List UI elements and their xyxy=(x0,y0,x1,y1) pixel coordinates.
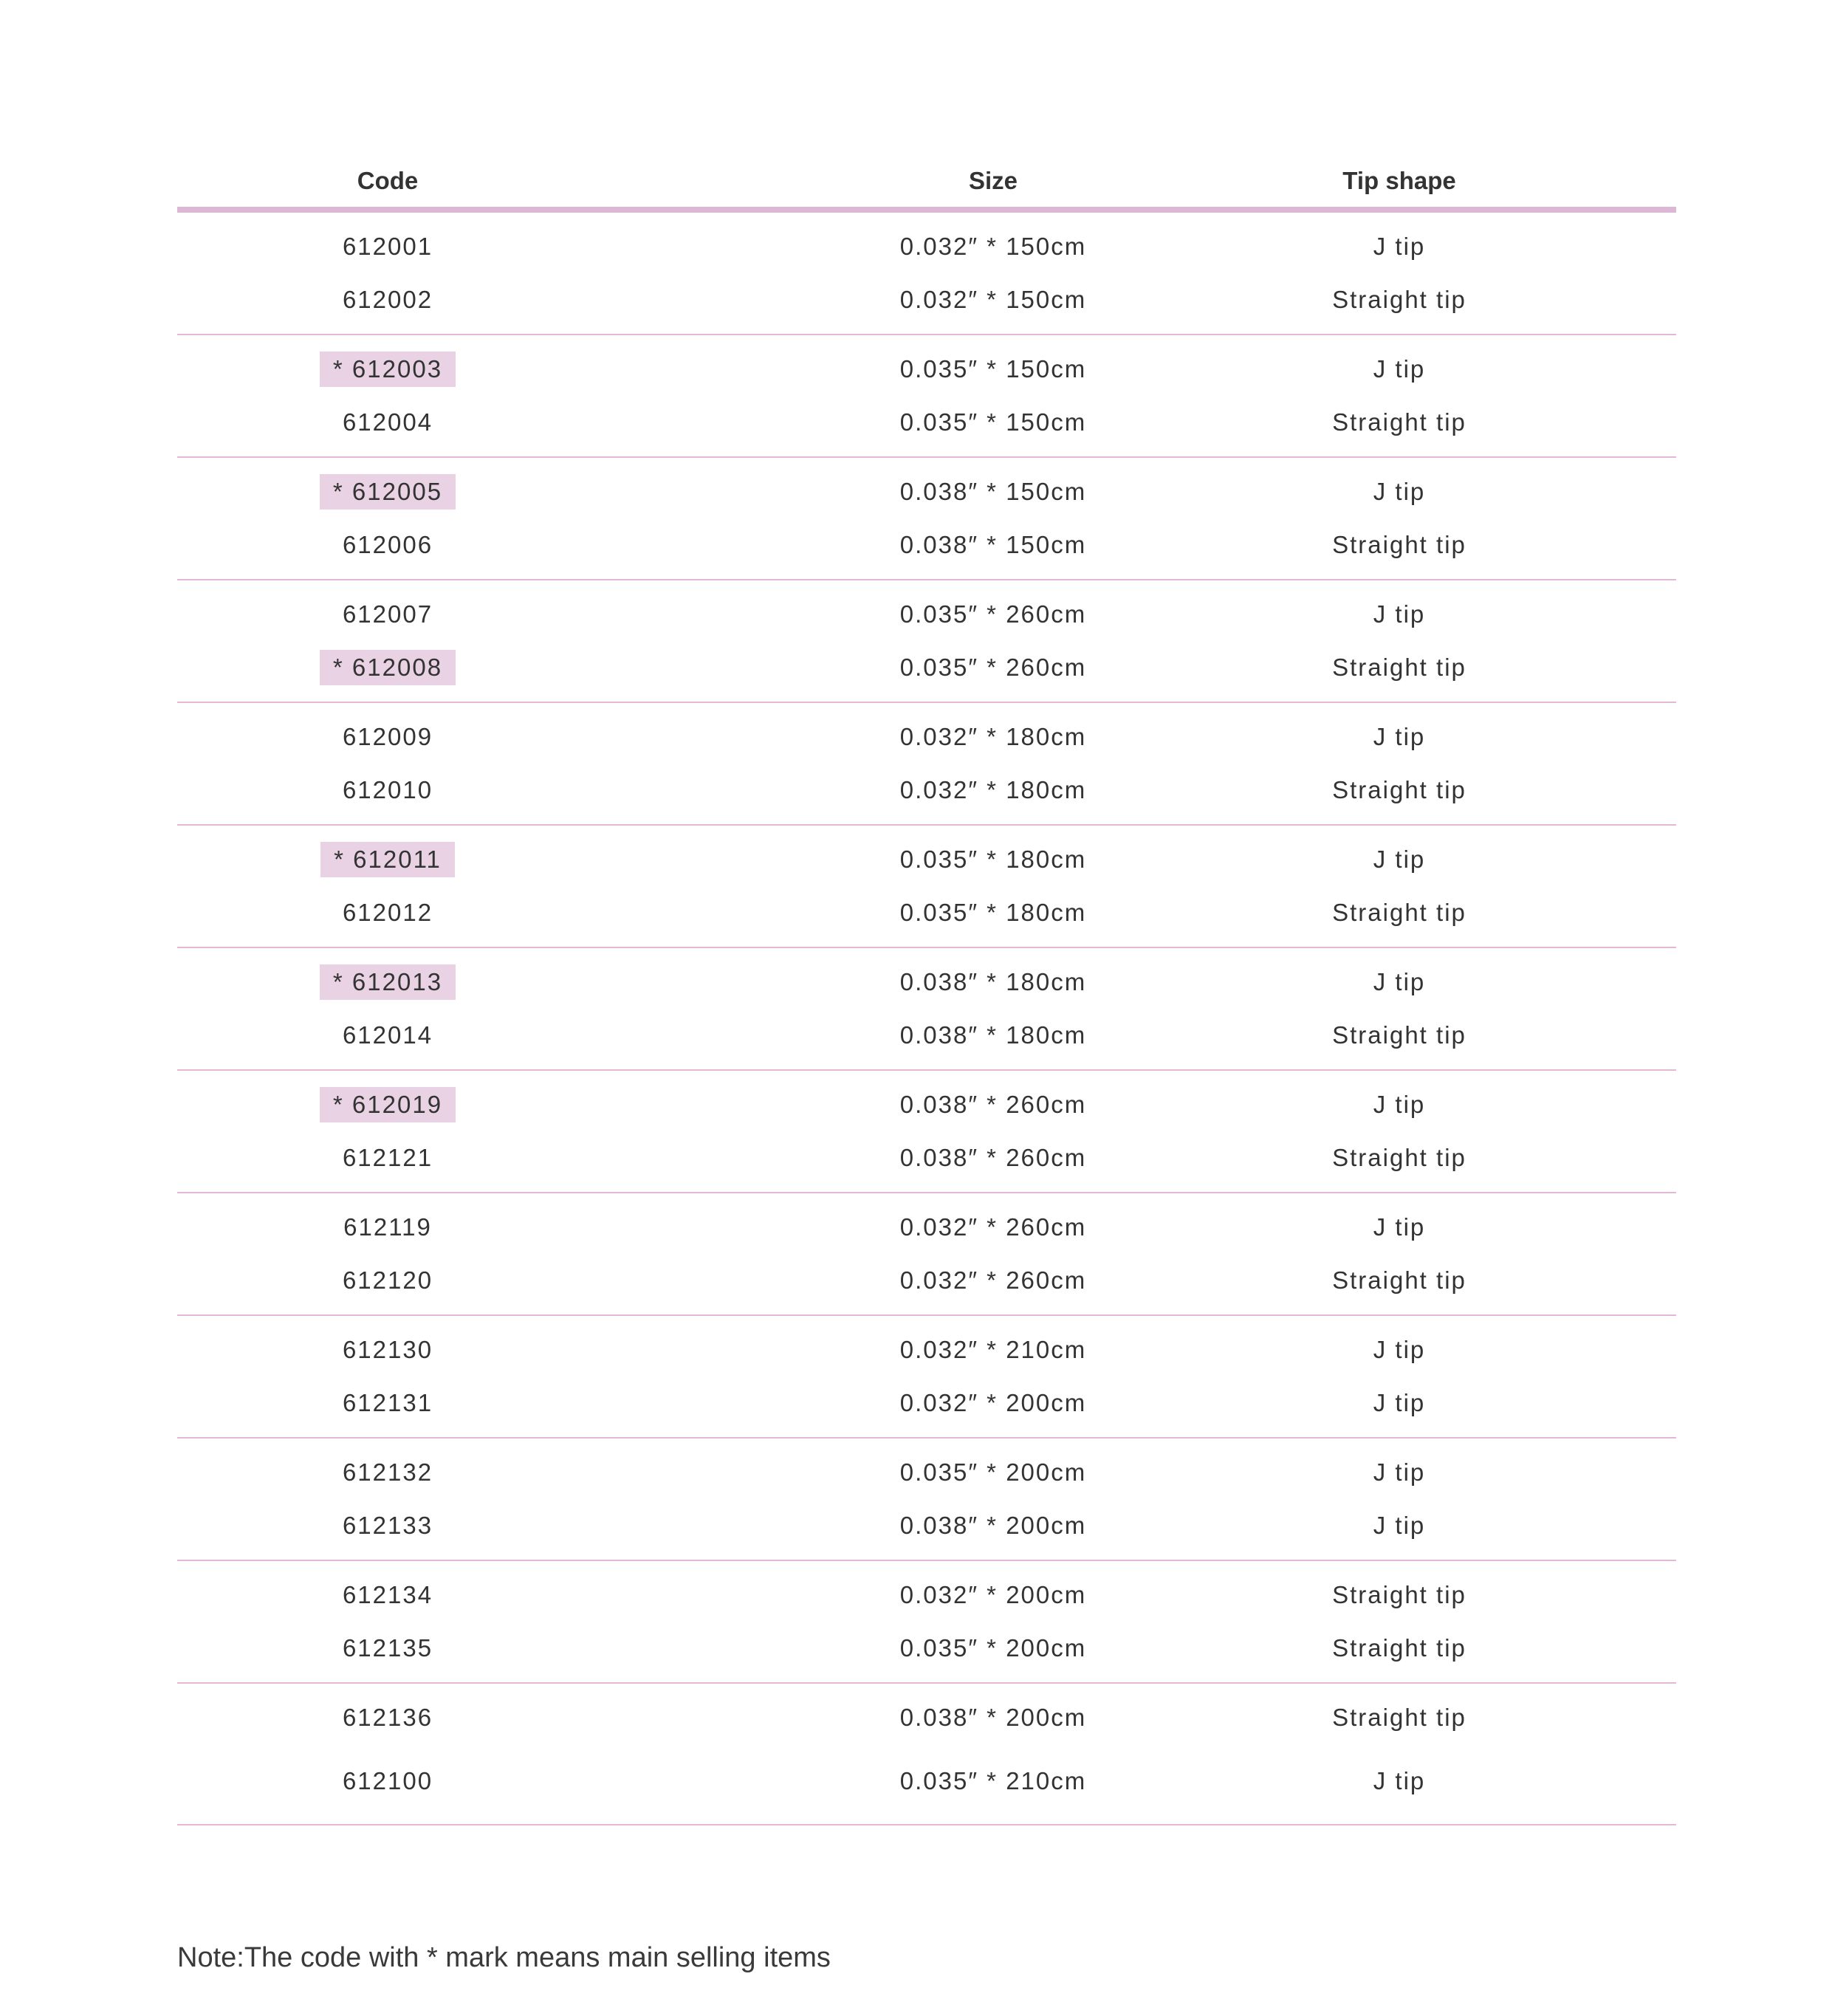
size-cell: 0.035″ * 150cm xyxy=(899,355,1087,383)
code-cell xyxy=(177,1622,598,1675)
tip-shape-cell: Straight tip xyxy=(1332,1581,1466,1608)
size-cell: 0.032″ * 150cm xyxy=(899,233,1087,260)
table-row-group xyxy=(177,1316,1676,1439)
table-row xyxy=(177,833,1676,886)
table-row xyxy=(177,1622,1676,1675)
product-code: 612133 xyxy=(342,1512,433,1539)
product-code: 612130 xyxy=(342,1336,433,1363)
product-code: 612132 xyxy=(342,1458,433,1486)
tip-shape-cell: J tip xyxy=(1373,600,1426,628)
size-cell: 0.032″ * 210cm xyxy=(899,1336,1087,1363)
main-selling-code: * 612005 xyxy=(320,474,456,510)
size-cell: 0.035″ * 200cm xyxy=(899,1634,1087,1662)
tip-shape-cell: J tip xyxy=(1373,723,1426,750)
tip-shape-cell: J tip xyxy=(1373,1767,1426,1794)
table-row-group xyxy=(177,703,1676,826)
product-code: 612120 xyxy=(342,1266,433,1294)
size-cell: 0.035″ * 180cm xyxy=(899,899,1087,926)
table-row xyxy=(177,1201,1676,1254)
code-cell xyxy=(177,588,598,641)
product-code: 612009 xyxy=(342,723,433,750)
size-cell: 0.035″ * 180cm xyxy=(899,846,1087,873)
table-row-group xyxy=(177,1439,1676,1561)
table-row xyxy=(177,1376,1676,1430)
tip-shape-cell: Straight tip xyxy=(1332,776,1466,803)
size-cell: 0.032″ * 180cm xyxy=(899,723,1087,750)
table-row xyxy=(177,1009,1676,1062)
product-code: 612002 xyxy=(342,286,433,313)
product-code: 612014 xyxy=(342,1021,433,1049)
table-row xyxy=(177,1499,1676,1552)
product-code: 612004 xyxy=(342,408,433,436)
product-code: 612010 xyxy=(342,776,433,803)
code-cell xyxy=(177,641,598,694)
tip-shape-cell: Straight tip xyxy=(1332,1634,1466,1662)
code-cell xyxy=(177,1691,598,1744)
table-row-group xyxy=(177,1071,1676,1193)
table-row xyxy=(177,273,1676,326)
code-cell xyxy=(177,886,598,939)
size-cell: 0.038″ * 150cm xyxy=(899,478,1087,505)
table-row-group xyxy=(177,1561,1676,1684)
size-cell: 0.032″ * 200cm xyxy=(899,1389,1087,1416)
code-cell xyxy=(177,1568,598,1622)
product-code: 612136 xyxy=(342,1704,433,1731)
size-cell: 0.032″ * 150cm xyxy=(899,286,1087,313)
table-row xyxy=(177,1568,1676,1622)
table-row xyxy=(177,1446,1676,1499)
size-cell: 0.035″ * 260cm xyxy=(899,654,1087,681)
tip-shape-cell: J tip xyxy=(1373,1389,1426,1416)
size-cell: 0.032″ * 200cm xyxy=(899,1581,1087,1608)
code-cell xyxy=(177,833,598,886)
table-row xyxy=(177,1078,1676,1131)
code-cell xyxy=(177,764,598,817)
product-code: 612131 xyxy=(342,1389,433,1416)
table-row-group xyxy=(177,458,1676,580)
code-cell xyxy=(177,518,598,572)
table-row-group xyxy=(177,213,1676,335)
tip-shape-cell: J tip xyxy=(1373,1336,1426,1363)
product-code: 612135 xyxy=(342,1634,433,1662)
table-row-group xyxy=(177,335,1676,458)
product-code: 612119 xyxy=(343,1213,432,1241)
tip-shape-cell: Straight tip xyxy=(1332,1021,1466,1049)
main-selling-code: * 612013 xyxy=(320,964,456,1000)
code-cell xyxy=(177,465,598,518)
code-cell xyxy=(177,220,598,273)
code-cell xyxy=(177,1131,598,1184)
header-tip-shape: Tip shape xyxy=(1342,167,1456,194)
code-cell xyxy=(177,1009,598,1062)
product-code: 612100 xyxy=(342,1767,433,1794)
tip-shape-cell: Straight tip xyxy=(1332,899,1466,926)
tip-shape-cell: J tip xyxy=(1373,355,1426,383)
tip-shape-cell: Straight tip xyxy=(1332,1144,1466,1171)
table-row-group xyxy=(177,948,1676,1071)
size-cell: 0.038″ * 180cm xyxy=(899,1021,1087,1049)
table-row xyxy=(177,1691,1676,1744)
code-cell xyxy=(177,1078,598,1131)
product-code: 612121 xyxy=(342,1144,433,1171)
size-cell: 0.035″ * 260cm xyxy=(899,600,1087,628)
table-row xyxy=(177,396,1676,449)
table-row xyxy=(177,710,1676,764)
size-cell: 0.038″ * 260cm xyxy=(899,1144,1087,1171)
table-row-group xyxy=(177,1193,1676,1316)
table-row xyxy=(177,956,1676,1009)
size-cell: 0.038″ * 200cm xyxy=(899,1704,1087,1731)
header-size: Size xyxy=(968,167,1018,194)
code-cell xyxy=(177,396,598,449)
table-row xyxy=(177,1254,1676,1307)
table-row xyxy=(177,588,1676,641)
table-row xyxy=(177,641,1676,694)
product-table xyxy=(177,157,1676,1825)
tip-shape-cell: J tip xyxy=(1373,1091,1426,1118)
tip-shape-cell: Straight tip xyxy=(1332,1704,1466,1731)
tip-shape-cell: Straight tip xyxy=(1332,531,1466,558)
code-cell xyxy=(177,1499,598,1552)
code-cell xyxy=(177,343,598,396)
size-cell: 0.035″ * 150cm xyxy=(899,408,1087,436)
main-selling-code: * 612011 xyxy=(320,842,455,877)
tip-shape-cell: J tip xyxy=(1373,1458,1426,1486)
table-row-group xyxy=(177,826,1676,948)
table-row xyxy=(177,465,1676,518)
size-cell: 0.032″ * 260cm xyxy=(899,1213,1087,1241)
code-cell xyxy=(177,1376,598,1430)
code-cell xyxy=(177,710,598,764)
tip-shape-cell: Straight tip xyxy=(1332,408,1466,436)
tip-shape-cell: J tip xyxy=(1373,968,1426,995)
tip-shape-cell: J tip xyxy=(1373,233,1426,260)
code-cell xyxy=(177,956,598,1009)
tip-shape-cell: Straight tip xyxy=(1332,1266,1466,1294)
footnote: Note:The code with * mark means main selling items xyxy=(177,1942,831,1973)
table-row xyxy=(177,518,1676,572)
main-selling-code: * 612019 xyxy=(320,1087,456,1122)
size-cell: 0.032″ * 180cm xyxy=(899,776,1087,803)
size-cell: 0.038″ * 200cm xyxy=(899,1512,1087,1539)
size-cell: 0.035″ * 200cm xyxy=(899,1458,1087,1486)
table-header xyxy=(177,157,1676,213)
code-cell xyxy=(177,1323,598,1376)
code-cell xyxy=(177,1201,598,1254)
product-code: 612007 xyxy=(342,600,433,628)
code-cell xyxy=(177,1446,598,1499)
table-row xyxy=(177,343,1676,396)
header-code: Code xyxy=(357,167,419,194)
table-row-group xyxy=(177,580,1676,703)
tip-shape-cell: J tip xyxy=(1373,1512,1426,1539)
tip-shape-cell: J tip xyxy=(1373,478,1426,505)
tip-shape-cell: Straight tip xyxy=(1332,286,1466,313)
size-cell: 0.038″ * 150cm xyxy=(899,531,1087,558)
code-cell xyxy=(177,1755,598,1808)
main-selling-code: * 612003 xyxy=(320,352,456,387)
product-code: 612001 xyxy=(342,233,433,260)
size-cell: 0.035″ * 210cm xyxy=(899,1767,1087,1794)
table-row xyxy=(177,220,1676,273)
product-code: 612134 xyxy=(342,1581,433,1608)
tip-shape-cell: J tip xyxy=(1373,1213,1426,1241)
code-cell xyxy=(177,273,598,326)
product-code: 612012 xyxy=(342,899,433,926)
main-selling-code: * 612008 xyxy=(320,650,456,685)
tip-shape-cell: J tip xyxy=(1373,846,1426,873)
size-cell: 0.038″ * 180cm xyxy=(899,968,1087,995)
table-body xyxy=(177,213,1676,1825)
size-cell: 0.032″ * 260cm xyxy=(899,1266,1087,1294)
product-code: 612006 xyxy=(342,531,433,558)
table-row xyxy=(177,886,1676,939)
size-cell: 0.038″ * 260cm xyxy=(899,1091,1087,1118)
table-row-group xyxy=(177,1684,1676,1825)
tip-shape-cell: Straight tip xyxy=(1332,654,1466,681)
table-row xyxy=(177,764,1676,817)
table-row xyxy=(177,1131,1676,1184)
table-row xyxy=(177,1755,1676,1808)
table-row xyxy=(177,1323,1676,1376)
code-cell xyxy=(177,1254,598,1307)
